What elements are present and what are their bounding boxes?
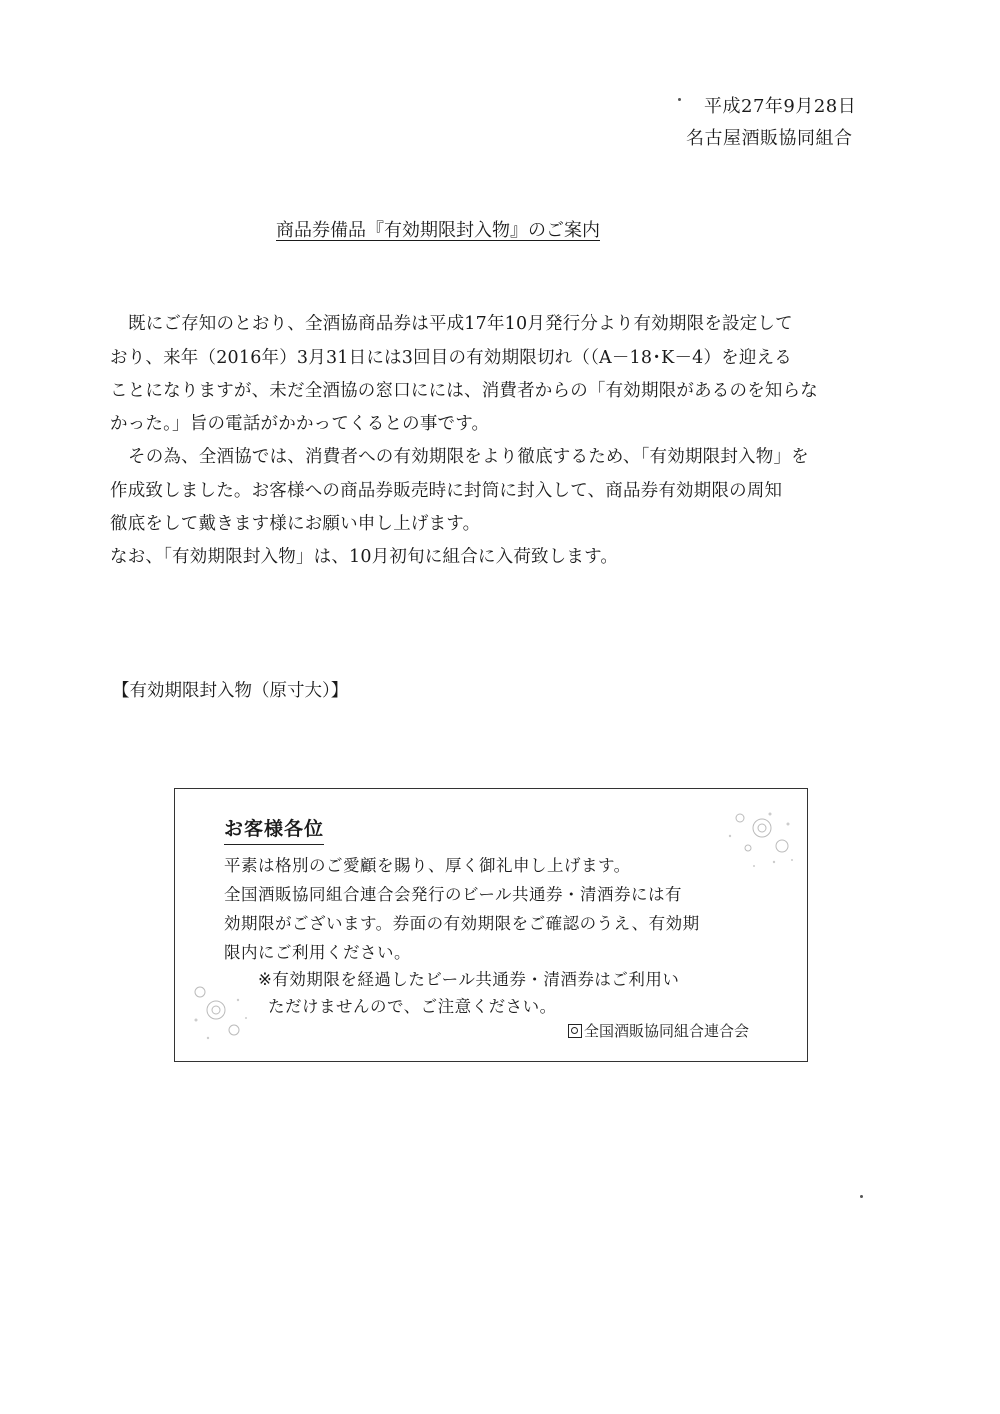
body-line: 作成致しました。お客様への商品券販売時に封筒に封入して、商品券有効期限の周知 — [110, 481, 783, 501]
card-line: 全国酒販協同組合連合会発行のビール共通券・清酒券には有 — [224, 885, 683, 904]
body-line: かった。」旨の電話がかかってくるとの事です。 — [110, 414, 490, 434]
card-line: 平素は格別のご愛顧を賜り、厚く御礼申し上げます。 — [224, 856, 631, 875]
card-heading: お客様各位 — [224, 814, 324, 845]
body-line: なお、「有効期限封入物」は、10月初旬に組合に入荷致します。 — [110, 547, 619, 567]
floral-decoration-icon — [700, 800, 800, 880]
card-line: 効期限がございます。券面の有効期限をご確認のうえ、有効期 — [224, 914, 700, 933]
floral-decoration-icon — [186, 980, 266, 1050]
body-line: おり、来年（2016年）3月31日には3回目の有効期限切れ（（A－18･K－4）を迎える — [110, 348, 792, 368]
scan-speck — [678, 98, 681, 101]
card-signature — [568, 1020, 749, 1041]
issuing-organization: 名古屋酒販協同組合 — [686, 128, 853, 149]
seal-mark-icon — [568, 1024, 582, 1038]
scan-speck — [860, 1195, 863, 1198]
insert-section-label: 【有効期限封入物（原寸大）】 — [112, 681, 349, 701]
body-line: 徹底をして戴きます様にお願い申し上げます。 — [110, 514, 481, 534]
document-title: 商品券備品『有効期限封入物』のご案内 — [276, 220, 600, 241]
body-line: その為、全酒協では、消費者への有効期限をより徹底するため、「有効期限封入物」を — [128, 447, 809, 467]
card-note-line: ただけませんので、ご注意ください。 — [268, 997, 557, 1016]
body-line: ことになりますが、未だ全酒協の窓口にには、消費者からの「有効期限があるのを知らな — [110, 381, 818, 401]
document-date: 平成27年9月28日 — [704, 96, 857, 117]
card-note-line: ※有効期限を経過したビール共通券・清酒券はご利用い — [258, 970, 680, 989]
card-signature-text: 全国酒販協同組合連合会 — [584, 1022, 750, 1040]
body-line: 既にご存知のとおり、全酒協商品券は平成17年10月発行分より有効期限を設定して — [128, 314, 793, 334]
card-line: 限内にご利用ください。 — [224, 943, 411, 962]
